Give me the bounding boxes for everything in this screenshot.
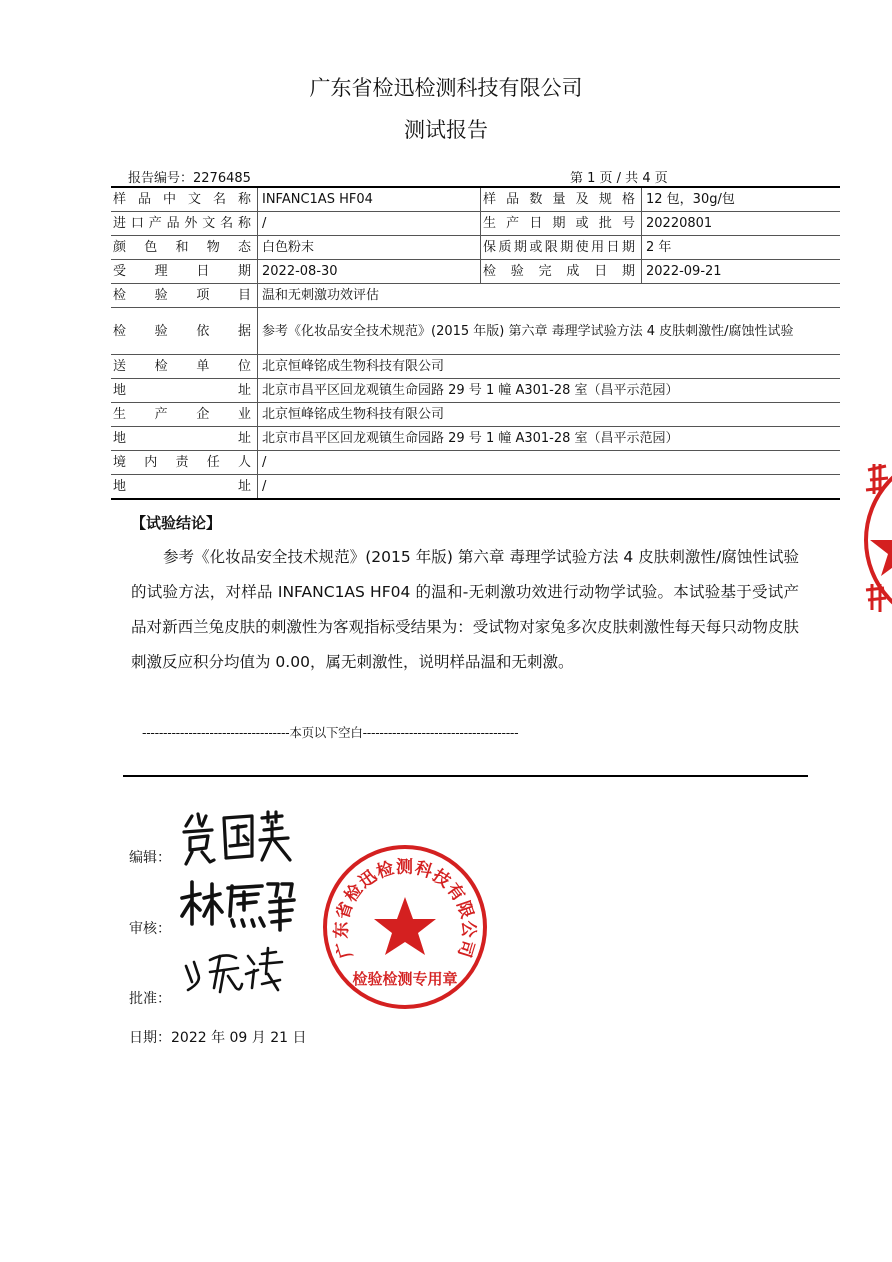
import-name-label: 进口产品外文名称 xyxy=(111,212,258,236)
sender-address-label: 地址 xyxy=(111,379,258,403)
quantity-label: 样品数量及规格 xyxy=(481,187,642,212)
stamp-sub-text: 检验检测专用章 xyxy=(352,970,458,988)
conclusion-heading: 【试验结论】 xyxy=(131,514,222,532)
test-item-value: 温和无刺激功效评估 xyxy=(258,284,841,308)
report-title: 测试报告 xyxy=(404,118,488,142)
table-row xyxy=(111,427,840,451)
official-stamp xyxy=(320,842,490,1012)
table-row xyxy=(111,308,840,355)
approver-label: 批准： xyxy=(129,991,171,1007)
test-item-label: 检验项目 xyxy=(111,284,258,308)
received-date-label: 受理日期 xyxy=(111,260,258,284)
company-name: 广东省检迅检测科技有限公司 xyxy=(309,76,583,100)
completed-date-value: 2022-09-21 xyxy=(642,260,841,284)
received-date-value: 2022-08-30 xyxy=(258,260,481,284)
shelf-life-label: 保质期或限期使用日期 xyxy=(481,236,642,260)
table-row xyxy=(111,451,840,475)
batch-label: 生产日期或批号 xyxy=(481,212,642,236)
table-row xyxy=(111,475,840,500)
table-row xyxy=(111,236,840,260)
test-basis-value: 参考《化妆品安全技术规范》(2015 年版) 第六章 毒理学试验方法 4 皮肤刺激性/腐蚀性试验 xyxy=(258,308,841,355)
stamp-arc-text: 广东省检迅检测科技有限公司 xyxy=(331,857,479,961)
reviewer-label: 审核： xyxy=(129,921,171,937)
date-value: 2022 年 09 月 21 日 xyxy=(171,1030,307,1046)
editor-signature xyxy=(178,808,298,868)
shelf-life-value: 2 年 xyxy=(642,236,841,260)
domestic-responsible-value: / xyxy=(258,451,841,475)
table-row xyxy=(111,379,840,403)
table-row xyxy=(111,284,840,308)
sample-info-table xyxy=(111,186,840,500)
producer-address-value: 北京市昌平区回龙观镇生命园路 29 号 1 幢 A301-28 室（昌平示范园） xyxy=(258,427,841,451)
test-basis-label: 检验依据 xyxy=(111,308,258,355)
conclusion-text: 参考《化妆品安全技术规范》(2015 年版) 第六章 毒理学试验方法 4 皮肤刺激性/腐蚀性试验的试验方法，对样品 INFANC1AS HF04 的温和-无刺激功效进行动物学试验。本试验基于受试产品对新西兰兔皮肤的刺激性为客观指标受结果为：受试物对家兔多次皮肤刺激性每天每只动物皮肤刺激反应积分均值为 0.00，属无刺激性，说明样品温和无刺激。 xyxy=(131,548,799,671)
completed-date-label: 检验完成日期 xyxy=(481,260,642,284)
page-info: 第 1 页 / 共 4 页 xyxy=(570,171,668,186)
sample-cn-name-value: INFANC1AS HF04 xyxy=(258,187,481,212)
sender-value: 北京恒峰铭成生物科技有限公司 xyxy=(258,355,841,379)
batch-value: 20220801 xyxy=(642,212,841,236)
seam-stamp-partial xyxy=(862,450,892,635)
star-icon xyxy=(870,518,892,576)
star-icon xyxy=(374,897,436,955)
report-number-label: 报告编号： xyxy=(128,171,194,186)
sender-address-value: 北京市昌平区回龙观镇生命园路 29 号 1 幢 A301-28 室（昌平示范园） xyxy=(258,379,841,403)
reviewer-signature xyxy=(178,876,298,936)
domestic-address-label: 地址 xyxy=(111,475,258,500)
domestic-responsible-label: 境内责任人 xyxy=(111,451,258,475)
report-date xyxy=(129,1027,307,1047)
quantity-value: 12 包，30g/包 xyxy=(642,187,841,212)
editor-label: 编辑： xyxy=(129,850,171,866)
blank-below-line: -----------------------------------本页以下空白------------------------------------- xyxy=(142,725,519,740)
domestic-address-value: / xyxy=(258,475,841,500)
color-label: 颜色和物态 xyxy=(111,236,258,260)
table-row xyxy=(111,187,840,212)
producer-value: 北京恒峰铭成生物科技有限公司 xyxy=(258,403,841,427)
approver-signature xyxy=(180,944,290,1000)
section-divider xyxy=(123,775,808,777)
color-value: 白色粉末 xyxy=(258,236,481,260)
table-row xyxy=(111,212,840,236)
table-row xyxy=(111,355,840,379)
date-label: 日期： xyxy=(129,1030,171,1046)
sender-label: 送检单位 xyxy=(111,355,258,379)
producer-label: 生产企业 xyxy=(111,403,258,427)
report-number xyxy=(128,167,251,186)
table-row xyxy=(111,260,840,284)
table-row xyxy=(111,403,840,427)
import-name-value: / xyxy=(258,212,481,236)
sample-cn-name-label: 样品中文名称 xyxy=(111,187,258,212)
producer-address-label: 地址 xyxy=(111,427,258,451)
report-number-value: 2276485 xyxy=(193,171,251,186)
